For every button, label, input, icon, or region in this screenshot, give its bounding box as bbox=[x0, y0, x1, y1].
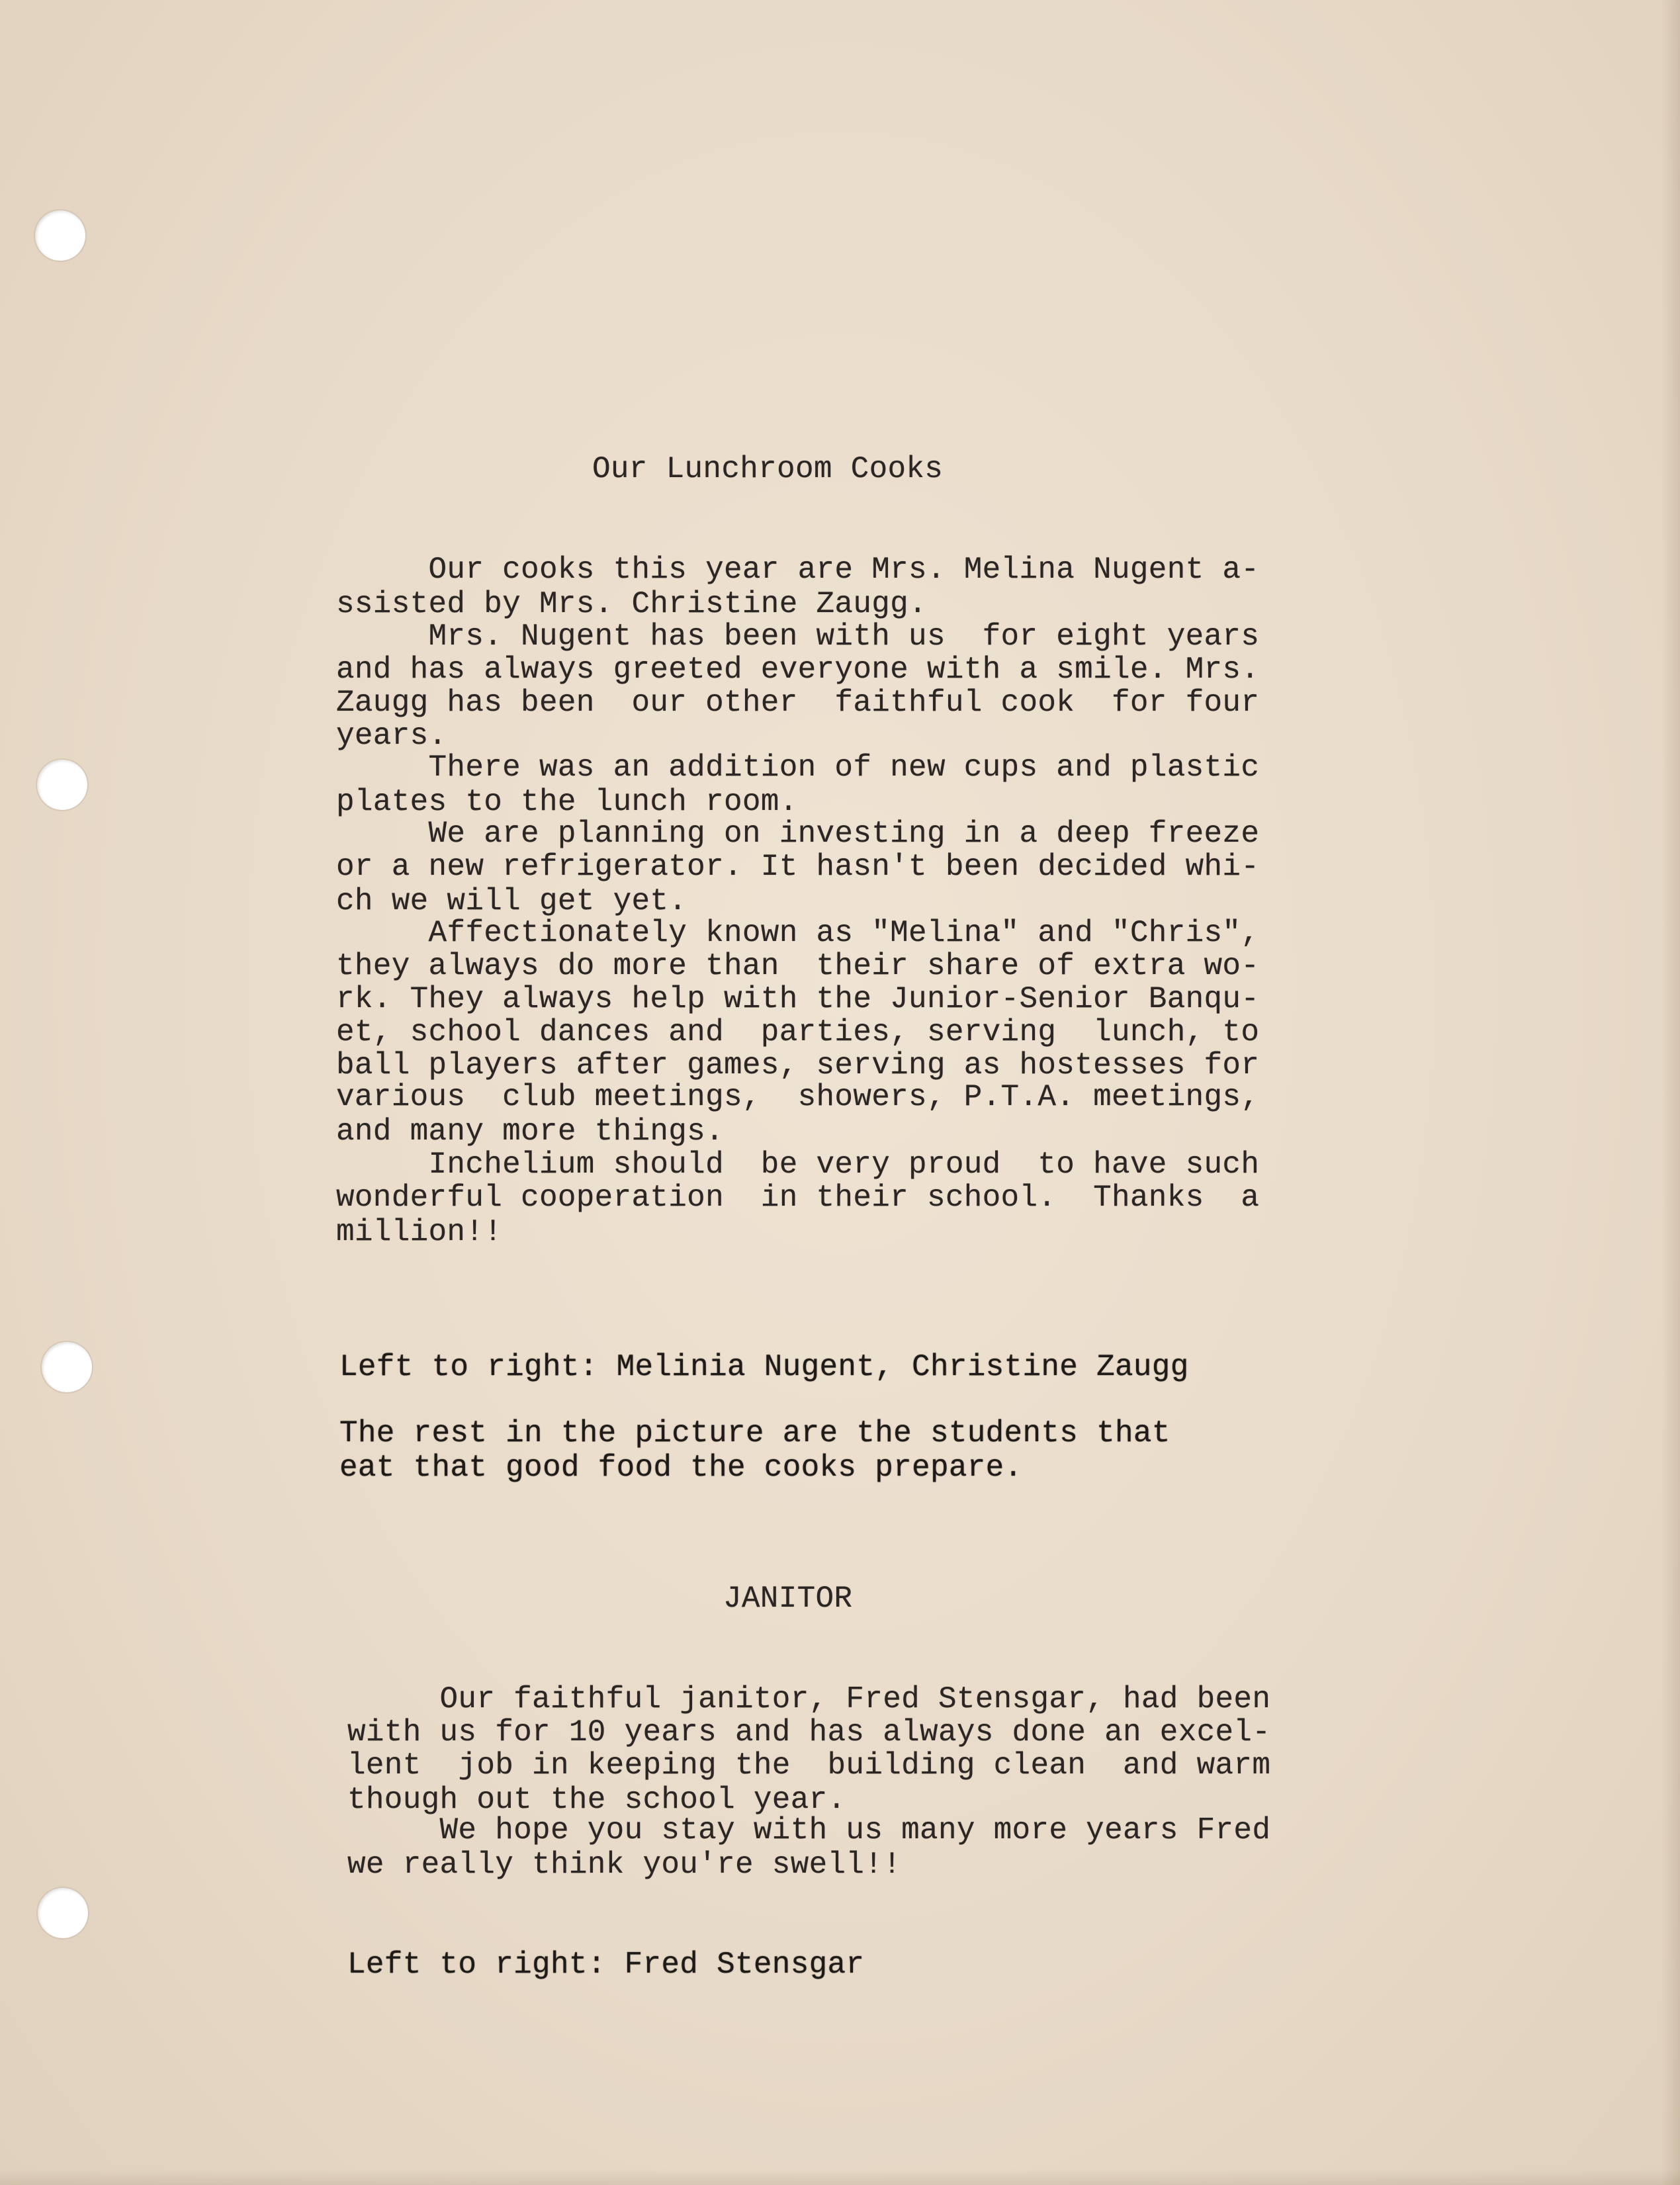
janitor-title: JANITOR bbox=[723, 1582, 853, 1616]
lunchroom-body-line: ball players after games, serving as hostesses for bbox=[336, 1048, 1260, 1083]
binder-hole-1 bbox=[35, 210, 85, 261]
lunchroom-body-line: There was an addition of new cups and plastic bbox=[336, 750, 1260, 785]
lunchroom-body-line: rk. They always help with the Junior-Senior Banqu- bbox=[336, 982, 1260, 1016]
page-bottom-shadow bbox=[0, 2169, 1680, 2185]
lunchroom-body-line: and many more things. bbox=[336, 1114, 724, 1149]
janitor-body-line: though out the school year. bbox=[347, 1783, 846, 1817]
lunchroom-body-line: various club meetings, showers, P.T.A. meetings, bbox=[336, 1080, 1260, 1114]
janitor-body-line: Our faithful janitor, Fred Stensgar, had been bbox=[347, 1682, 1271, 1717]
lunchroom-body-line: We are planning on investing in a deep freeze bbox=[336, 817, 1260, 851]
lunchroom-body-line: or a new refrigerator. It hasn't been decided whi- bbox=[336, 850, 1260, 884]
lunchroom-body-line: wonderful cooperation in their school. Thanks a bbox=[336, 1181, 1260, 1215]
lunchroom-body-line: they always do more than their share of extra wo- bbox=[336, 949, 1260, 983]
lunchroom-caption-line: The rest in the picture are the students that bbox=[339, 1416, 1171, 1450]
lunchroom-body-line: ch we will get yet. bbox=[336, 884, 687, 918]
lunchroom-body-line: and has always greeted everyone with a smile. Mrs. bbox=[336, 652, 1260, 687]
lunchroom-body-line: Zaugg has been our other faithful cook for four bbox=[336, 686, 1260, 720]
lunchroom-body-line: million!! bbox=[336, 1215, 503, 1249]
page-edge-shadow bbox=[1661, 0, 1680, 2185]
lunchroom-body-line: Mrs. Nugent has been with us for eight years bbox=[336, 619, 1260, 654]
lunchroom-body-line: Our cooks this year are Mrs. Melina Nugent a- bbox=[336, 553, 1260, 587]
binder-hole-3 bbox=[42, 1342, 92, 1392]
lunchroom-title: Our Lunchroom Cooks bbox=[592, 452, 944, 486]
binder-hole-2 bbox=[37, 760, 87, 810]
janitor-body-line: We hope you stay with us many more years Fred bbox=[347, 1813, 1271, 1848]
janitor-body-line: lent job in keeping the building clean and warm bbox=[347, 1748, 1271, 1783]
janitor-body-line: with us for 10 years and has always done an excel- bbox=[347, 1715, 1271, 1750]
lunchroom-body-line: ssisted by Mrs. Christine Zaugg. bbox=[336, 587, 927, 621]
lunchroom-body-line: et, school dances and parties, serving lunch, to bbox=[336, 1015, 1260, 1049]
lunchroom-body-line: Inchelium should be very proud to have such bbox=[336, 1147, 1260, 1182]
lunchroom-body-line: Affectionately known as "Melina" and "Chris", bbox=[336, 916, 1260, 950]
binder-hole-4 bbox=[38, 1888, 88, 1938]
lunchroom-body-line: years. bbox=[336, 719, 447, 753]
lunchroom-caption-line: eat that good food the cooks prepare. bbox=[339, 1450, 1023, 1485]
janitor-body-line: we really think you're swell!! bbox=[347, 1848, 902, 1882]
lunchroom-body-line: plates to the lunch room. bbox=[336, 785, 798, 819]
lunchroom-photo-caption: Left to right: Melinia Nugent, Christine Zaugg bbox=[339, 1350, 1189, 1384]
janitor-photo-caption: Left to right: Fred Stensgar bbox=[347, 1947, 865, 1982]
